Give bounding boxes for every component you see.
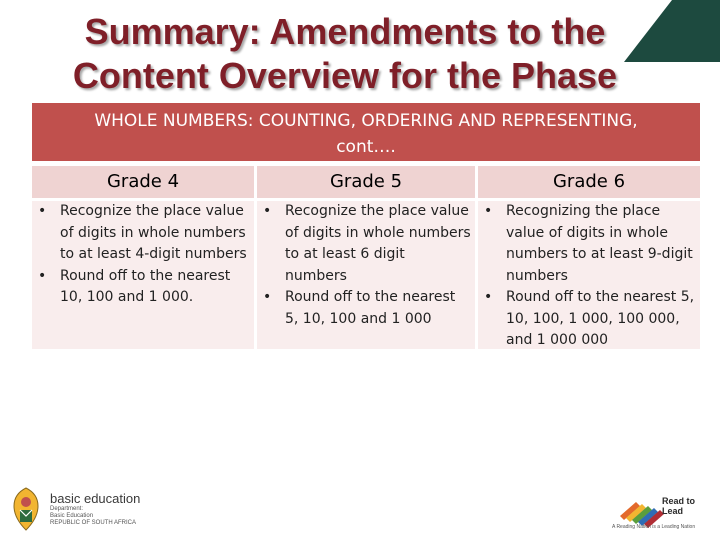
read-to-lead-title: Read to Lead (662, 496, 696, 516)
read-to-lead-logo (612, 484, 712, 534)
grade-content (32, 201, 254, 349)
list-item: • Recognize the place value of digits in whole numbers to at least 4-digit numbers (36, 201, 250, 266)
bullet-list (36, 201, 250, 309)
grade-column-6 (478, 166, 700, 349)
bullet-list (261, 201, 471, 330)
slide-title (0, 10, 690, 98)
dbe-sub-3: REPUBLIC OF SOUTH AFRICA (50, 520, 137, 526)
coat-of-arms-icon (8, 486, 44, 532)
list-item: • Round off to the nearest 10, 100 and 1 000. (36, 266, 250, 309)
bullet-list (482, 201, 696, 352)
slide-title-line-1: Summary: Amendments to the (84, 11, 606, 52)
dbe-sub-1: Department: (50, 506, 84, 512)
grade-column-5 (257, 166, 475, 349)
list-item: • Recognizing the place value of digits in whole numbers to at least 9-digit numbers (482, 201, 696, 287)
read-to-lead-tagline: A Reading Nation is a Leading Nation (612, 524, 696, 530)
table-banner-line-2: cont…. (336, 137, 396, 157)
slide-title-line-2: Content Overview for the Phase (72, 55, 618, 96)
grade-content (478, 201, 700, 349)
grade-column-4 (32, 166, 254, 349)
dbe-sub-2: Basic Education (50, 513, 94, 519)
table-banner-line-1: WHOLE NUMBERS: COUNTING, ORDERING AND REPRESENTING, (94, 111, 638, 131)
grade-content (257, 201, 475, 349)
table-banner (32, 103, 700, 161)
grade-heading: Grade 6 (478, 166, 700, 198)
grade-heading: Grade 5 (257, 166, 475, 198)
dbe-text (50, 491, 140, 527)
grade-columns (32, 166, 700, 349)
list-item: • Round off to the nearest 5, 10, 100, 1 000, 100 000, and 1 000 000 (482, 287, 696, 352)
list-item: • Recognize the place value of digits in whole numbers to at least 6 digit numbers (261, 201, 471, 287)
list-item: • Round off to the nearest 5, 10, 100 and 1 000 (261, 287, 471, 330)
grade-heading: Grade 4 (32, 166, 254, 198)
dbe-logo (8, 486, 140, 532)
content-table (32, 103, 700, 349)
dbe-title: basic education (50, 491, 141, 506)
